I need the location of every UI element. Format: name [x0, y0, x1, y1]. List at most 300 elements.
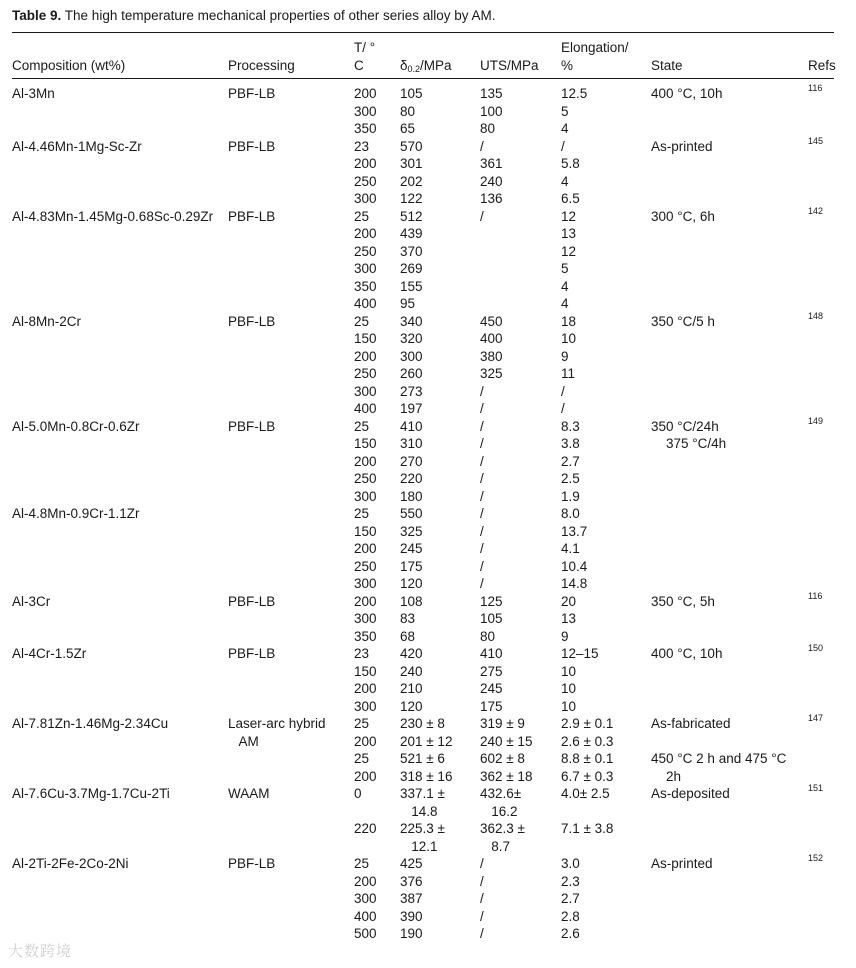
table-row: [0, 698, 856, 716]
header-yield-subscript: 0.2: [407, 64, 421, 74]
table-row: [0, 575, 856, 593]
cell-yield-strength: 108: [400, 593, 423, 609]
cell-temperature: 350: [354, 628, 377, 644]
table-row: [0, 155, 856, 173]
table-row: [0, 103, 856, 121]
cell-yield-strength: 340: [400, 313, 423, 329]
cell-yield-strength: 68: [400, 628, 416, 644]
cell-uts: /: [480, 891, 484, 906]
cell-temperature: 25: [354, 856, 370, 871]
cell-uts: 325: [480, 366, 503, 381]
cell-temperature: 150: [354, 523, 377, 539]
cell-temperature: 200: [354, 768, 377, 784]
cell-state: 375 °C/4h: [651, 436, 727, 451]
table-row: [0, 715, 856, 733]
cell-temperature: 25: [354, 313, 370, 329]
table-row: [0, 610, 856, 628]
table-row: [0, 925, 856, 943]
cell-temperature: 200: [354, 593, 377, 609]
table-row: [0, 173, 856, 191]
cell-temperature: 220: [354, 821, 377, 836]
cell-yield-strength: 301: [400, 156, 423, 171]
cell-temperature: 400: [354, 296, 377, 311]
cell-yield-strength: 337.1 ±: [400, 786, 445, 801]
cell-uts: /: [480, 541, 484, 556]
cell-temperature: 25: [354, 418, 370, 434]
cell-temperature: 400: [354, 908, 377, 924]
cell-state: 2h: [651, 768, 682, 784]
cell-processing: PBF-LB: [228, 418, 276, 434]
cell-processing: PBF-LB: [228, 86, 276, 101]
cell-yield-strength: 325: [400, 523, 423, 539]
table-row: [0, 733, 856, 751]
cell-yield-strength: 376: [400, 873, 423, 889]
cell-processing: PBF-LB: [228, 208, 276, 224]
table-row: [0, 873, 856, 891]
cell-yield-strength: 12.1: [400, 838, 438, 854]
cell-composition: Al-8Mn-2Cr: [12, 313, 82, 329]
table-row: [0, 838, 856, 856]
cell-elongation: 5: [561, 261, 569, 276]
cell-yield-strength: 273: [400, 383, 423, 399]
cell-elongation: 9: [561, 628, 569, 644]
cell-uts: /: [480, 576, 484, 591]
cell-yield-strength: 122: [400, 191, 423, 206]
cell-processing: PBF-LB: [228, 138, 276, 154]
cell-yield-strength: 300: [400, 348, 423, 364]
cell-temperature: 200: [354, 733, 377, 749]
cell-elongation: 7.1 ± 3.8: [561, 821, 614, 836]
cell-uts: 105: [480, 611, 503, 626]
table-row: [0, 820, 856, 838]
cell-elongation: 2.7: [561, 453, 580, 469]
table-row: [0, 505, 856, 523]
cell-elongation: 14.8: [561, 576, 588, 591]
cell-temperature: 250: [354, 558, 377, 574]
cell-uts: 362.3 ±: [480, 821, 525, 836]
cell-processing: PBF-LB: [228, 856, 276, 871]
cell-temperature: 400: [354, 401, 377, 416]
table-row: [0, 243, 856, 261]
cell-uts: /: [480, 873, 484, 889]
cell-yield-strength: 201 ± 12: [400, 733, 453, 749]
cell-temperature: 300: [354, 891, 377, 906]
cell-state: 350 °C, 5h: [651, 593, 715, 609]
cell-uts: 400: [480, 331, 503, 346]
cell-yield-strength: 202: [400, 173, 423, 189]
cell-temperature: 350: [354, 278, 377, 294]
cell-composition: Al-4.8Mn-0.9Cr-1.1Zr: [12, 506, 140, 521]
table-top-rule: [12, 32, 834, 33]
cell-state: 400 °C, 10h: [651, 86, 723, 101]
cell-temperature: 23: [354, 138, 370, 154]
table-row: [0, 135, 856, 156]
table-row: [0, 768, 856, 786]
table-row: [0, 908, 856, 926]
cell-temperature: 300: [354, 698, 377, 714]
cell-elongation: 20: [561, 593, 577, 609]
cell-elongation: 6.7 ± 0.3: [561, 768, 614, 784]
header-elongation-line1: Elongation/: [561, 40, 629, 55]
cell-temperature: 200: [354, 156, 377, 171]
cell-state: 300 °C, 6h: [651, 208, 715, 224]
cell-elongation: 2.9 ± 0.1: [561, 716, 614, 731]
table-row: [0, 330, 856, 348]
cell-uts: /: [480, 208, 484, 224]
cell-elongation: 3.8: [561, 436, 580, 451]
cell-yield-strength: 225.3 ±: [400, 821, 445, 836]
cell-composition: Al-2Ti-2Fe-2Co-2Ni: [12, 856, 129, 871]
cell-elongation: 3.0: [561, 856, 580, 871]
cell-temperature: 23: [354, 646, 370, 661]
header-temperature-line2: C: [354, 58, 364, 73]
cell-yield-strength: 390: [400, 908, 423, 924]
cell-uts: 602 ± 8: [480, 751, 525, 766]
cell-yield-strength: 269: [400, 261, 423, 276]
table-row: [0, 348, 856, 366]
table-row: [0, 260, 856, 278]
cell-temperature: 200: [354, 348, 377, 364]
table-header-rule: [12, 78, 834, 79]
cell-elongation: 5: [561, 103, 569, 119]
cell-composition: Al-3Mn: [12, 86, 55, 101]
cell-ref: 147: [808, 713, 824, 723]
table-row: [0, 540, 856, 558]
cell-yield-strength: 420: [400, 646, 423, 661]
cell-elongation: 1.9: [561, 488, 580, 504]
cell-elongation: 10: [561, 331, 577, 346]
cell-yield-strength: 105: [400, 86, 423, 101]
cell-uts: 362 ± 18: [480, 768, 533, 784]
cell-composition: Al-5.0Mn-0.8Cr-0.6Zr: [12, 418, 140, 434]
cell-yield-strength: 425: [400, 856, 423, 871]
table-row: [0, 488, 856, 506]
cell-composition: Al-3Cr: [12, 593, 51, 609]
cell-yield-strength: 570: [400, 138, 423, 154]
cell-yield-strength: 245: [400, 541, 423, 556]
cell-elongation: 12: [561, 208, 577, 224]
cell-temperature: 300: [354, 383, 377, 399]
cell-uts: 410: [480, 646, 503, 661]
cell-processing: Laser-arc hybrid: [228, 716, 326, 731]
table-row: [0, 645, 856, 663]
cell-uts: 240: [480, 173, 503, 189]
cell-uts: 175: [480, 698, 503, 714]
header-uts: UTS/MPa: [480, 58, 539, 73]
table-row: [0, 295, 856, 313]
cell-yield-strength: 120: [400, 698, 423, 714]
cell-uts: 380: [480, 348, 503, 364]
cell-yield-strength: 318 ± 16: [400, 768, 453, 784]
cell-uts: 16.2: [480, 803, 518, 819]
cell-elongation: 12: [561, 243, 577, 259]
cell-yield-strength: 190: [400, 926, 423, 941]
table-row: [0, 803, 856, 821]
cell-elongation: 6.5: [561, 191, 580, 206]
cell-temperature: 200: [354, 453, 377, 469]
cell-ref: 145: [808, 135, 824, 146]
cell-uts: 136: [480, 191, 503, 206]
cell-uts: /: [480, 453, 484, 469]
cell-state: As-printed: [651, 138, 713, 154]
cell-uts: 240 ± 15: [480, 733, 533, 749]
table-row: [0, 855, 856, 873]
cell-yield-strength: 270: [400, 453, 423, 469]
cell-elongation: 4: [561, 278, 569, 294]
caption-text: The high temperature mechanical properties of other series alloy by AM.: [64, 8, 496, 23]
cell-uts: 100: [480, 103, 503, 119]
cell-yield-strength: 439: [400, 226, 423, 241]
cell-elongation: 13.7: [561, 523, 588, 539]
cell-yield-strength: 320: [400, 331, 423, 346]
cell-temperature: 250: [354, 243, 377, 259]
cell-state: 350 °C/24h: [651, 418, 719, 434]
cell-temperature: 25: [354, 751, 370, 766]
caption-label: Table 9.: [12, 8, 62, 23]
cell-processing: PBF-LB: [228, 646, 276, 661]
cell-uts: /: [480, 383, 484, 399]
cell-yield-strength: 155: [400, 278, 423, 294]
cell-yield-strength: 210: [400, 681, 423, 696]
cell-uts: 80: [480, 628, 496, 644]
header-composition: Composition (wt%): [12, 58, 126, 73]
cell-elongation: 4: [561, 296, 569, 311]
cell-elongation: 9: [561, 348, 569, 364]
cell-processing: WAAM: [228, 786, 270, 801]
header-temperature-line1: T/ °: [354, 40, 376, 55]
header-yield-unit: /MPa: [420, 58, 452, 73]
cell-uts: 450: [480, 313, 503, 329]
cell-ref: 151: [808, 783, 824, 793]
cell-uts: 8.7: [480, 838, 511, 854]
table-row: [0, 750, 856, 768]
header-yield-strength: [400, 57, 452, 78]
cell-ref: 149: [808, 415, 824, 426]
table-row: [0, 628, 856, 646]
cell-yield-strength: 550: [400, 506, 423, 521]
cell-state: 400 °C, 10h: [651, 646, 723, 661]
header-refs: Refs: [808, 58, 836, 73]
cell-state: As-deposited: [651, 786, 730, 801]
cell-temperature: 300: [354, 488, 377, 504]
cell-yield-strength: 240: [400, 663, 423, 679]
cell-elongation: 10.4: [561, 558, 588, 574]
table-row: [0, 205, 856, 226]
cell-yield-strength: 120: [400, 576, 423, 591]
cell-elongation: 8.0: [561, 506, 580, 521]
header-elongation-line2: %: [561, 58, 574, 73]
cell-ref: 116: [808, 83, 823, 93]
table-row: [0, 663, 856, 681]
cell-elongation: /: [561, 138, 565, 154]
cell-elongation: 2.7: [561, 891, 580, 906]
table-row: [0, 590, 856, 611]
table-row: [0, 523, 856, 541]
cell-uts: /: [480, 856, 484, 871]
cell-elongation: 8.3: [561, 418, 580, 434]
cell-temperature: 200: [354, 873, 377, 889]
cell-uts: /: [480, 523, 484, 539]
cell-temperature: 250: [354, 471, 377, 486]
cell-processing: PBF-LB: [228, 313, 276, 329]
table-row: [0, 190, 856, 208]
cell-processing: AM: [228, 733, 259, 749]
cell-elongation: 13: [561, 226, 577, 241]
cell-yield-strength: 310: [400, 436, 423, 451]
cell-temperature: 200: [354, 86, 377, 101]
cell-elongation: 2.6: [561, 926, 580, 941]
cell-ref: 152: [808, 853, 824, 863]
cell-temperature: 250: [354, 366, 377, 381]
cell-yield-strength: 370: [400, 243, 423, 259]
header-state: State: [651, 58, 683, 73]
cell-uts: /: [480, 436, 484, 451]
table-row: [0, 85, 856, 103]
table-row: [0, 785, 856, 803]
cell-temperature: 150: [354, 436, 377, 451]
cell-yield-strength: 387: [400, 891, 423, 906]
cell-elongation: 10: [561, 681, 577, 696]
cell-yield-strength: 95: [400, 296, 416, 311]
cell-temperature: 200: [354, 681, 377, 696]
cell-yield-strength: 80: [400, 103, 416, 119]
table-row: [0, 470, 856, 488]
cell-ref: 150: [808, 643, 824, 653]
cell-composition: Al-7.81Zn-1.46Mg-2.34Cu: [12, 716, 169, 731]
cell-uts: /: [480, 926, 484, 941]
cell-elongation: 5.8: [561, 156, 580, 171]
table-row: [0, 415, 856, 436]
table-row: [0, 400, 856, 418]
cell-yield-strength: 197: [400, 401, 423, 416]
table-row: [0, 310, 856, 331]
table-row: [0, 453, 856, 471]
cell-temperature: 25: [354, 506, 370, 521]
header-processing: Processing: [228, 58, 295, 73]
cell-composition: Al-4Cr-1.5Zr: [12, 646, 87, 661]
cell-uts: 245: [480, 681, 503, 696]
cell-uts: 135: [480, 86, 503, 101]
cell-state: 350 °C/5 h: [651, 313, 715, 329]
cell-temperature: 25: [354, 716, 370, 731]
cell-state: 450 °C 2 h and 475 °C: [651, 751, 787, 766]
cell-yield-strength: 175: [400, 558, 423, 574]
table-row: [0, 558, 856, 576]
cell-elongation: 13: [561, 611, 577, 626]
cell-temperature: 500: [354, 926, 377, 941]
cell-ref: 116: [808, 590, 823, 601]
cell-temperature: 300: [354, 261, 377, 276]
cell-temperature: 300: [354, 103, 377, 119]
cell-temperature: 300: [354, 191, 377, 206]
cell-elongation: 2.6 ± 0.3: [561, 733, 614, 749]
cell-temperature: 300: [354, 576, 377, 591]
cell-temperature: 200: [354, 541, 377, 556]
cell-yield-strength: 14.8: [400, 803, 438, 819]
cell-uts: 319 ± 9: [480, 716, 525, 731]
table-row: [0, 120, 856, 138]
watermark: 大数跨境: [8, 943, 73, 960]
cell-elongation: /: [561, 383, 565, 399]
cell-ref: 148: [808, 310, 824, 321]
header-yield-symbol: δ: [400, 58, 408, 73]
cell-elongation: 18: [561, 313, 577, 329]
cell-elongation: 12–15: [561, 646, 599, 661]
cell-elongation: 10: [561, 698, 577, 714]
cell-yield-strength: 65: [400, 121, 416, 136]
cell-yield-strength: 180: [400, 488, 423, 504]
table-row: [0, 890, 856, 908]
cell-elongation: 10: [561, 663, 577, 679]
cell-elongation: 4: [561, 173, 569, 189]
cell-elongation: 12.5: [561, 86, 588, 101]
cell-elongation: 2.5: [561, 471, 580, 486]
cell-state: As-printed: [651, 856, 713, 871]
cell-elongation: 4.0± 2.5: [561, 786, 610, 801]
cell-elongation: 11: [561, 366, 576, 381]
cell-composition: Al-4.46Mn-1Mg-Sc-Zr: [12, 138, 142, 154]
cell-processing: PBF-LB: [228, 593, 276, 609]
cell-elongation: 4.1: [561, 541, 580, 556]
cell-yield-strength: 410: [400, 418, 423, 434]
table-row: [0, 365, 856, 383]
table-caption: [12, 8, 496, 23]
cell-yield-strength: 521 ± 6: [400, 751, 445, 766]
table-row: [0, 383, 856, 401]
cell-uts: /: [480, 471, 484, 486]
cell-uts: /: [480, 401, 484, 416]
cell-uts: 432.6±: [480, 786, 522, 801]
cell-temperature: 200: [354, 226, 377, 241]
cell-temperature: 25: [354, 208, 370, 224]
table-row: [0, 225, 856, 243]
cell-yield-strength: 260: [400, 366, 423, 381]
cell-elongation: 8.8 ± 0.1: [561, 751, 614, 766]
cell-yield-strength: 220: [400, 471, 423, 486]
cell-elongation: 4: [561, 121, 569, 136]
cell-state: As-fabricated: [651, 716, 731, 731]
cell-ref: 142: [808, 205, 824, 216]
cell-yield-strength: 512: [400, 208, 423, 224]
cell-uts: /: [480, 488, 484, 504]
cell-yield-strength: 83: [400, 611, 416, 626]
cell-uts: /: [480, 138, 484, 154]
cell-temperature: 150: [354, 663, 377, 679]
cell-temperature: 250: [354, 173, 377, 189]
cell-elongation: /: [561, 401, 565, 416]
cell-yield-strength: 230 ± 8: [400, 716, 445, 731]
table-row: [0, 435, 856, 453]
cell-temperature: 150: [354, 331, 377, 346]
cell-uts: 275: [480, 663, 503, 679]
cell-uts: 125: [480, 593, 503, 609]
cell-uts: /: [480, 418, 484, 434]
cell-temperature: 0: [354, 786, 362, 801]
cell-uts: /: [480, 908, 484, 924]
cell-temperature: 350: [354, 121, 377, 136]
cell-composition: Al-7.6Cu-3.7Mg-1.7Cu-2Ti: [12, 786, 170, 801]
cell-uts: /: [480, 506, 484, 521]
table-row: [0, 278, 856, 296]
cell-uts: 80: [480, 121, 496, 136]
table-row: [0, 680, 856, 698]
cell-uts: /: [480, 558, 484, 574]
cell-temperature: 300: [354, 611, 377, 626]
cell-composition: Al-4.83Mn-1.45Mg-0.68Sc-0.29Zr: [12, 208, 214, 224]
cell-elongation: 2.8: [561, 908, 580, 924]
cell-uts: 361: [480, 156, 503, 171]
cell-elongation: 2.3: [561, 873, 580, 889]
